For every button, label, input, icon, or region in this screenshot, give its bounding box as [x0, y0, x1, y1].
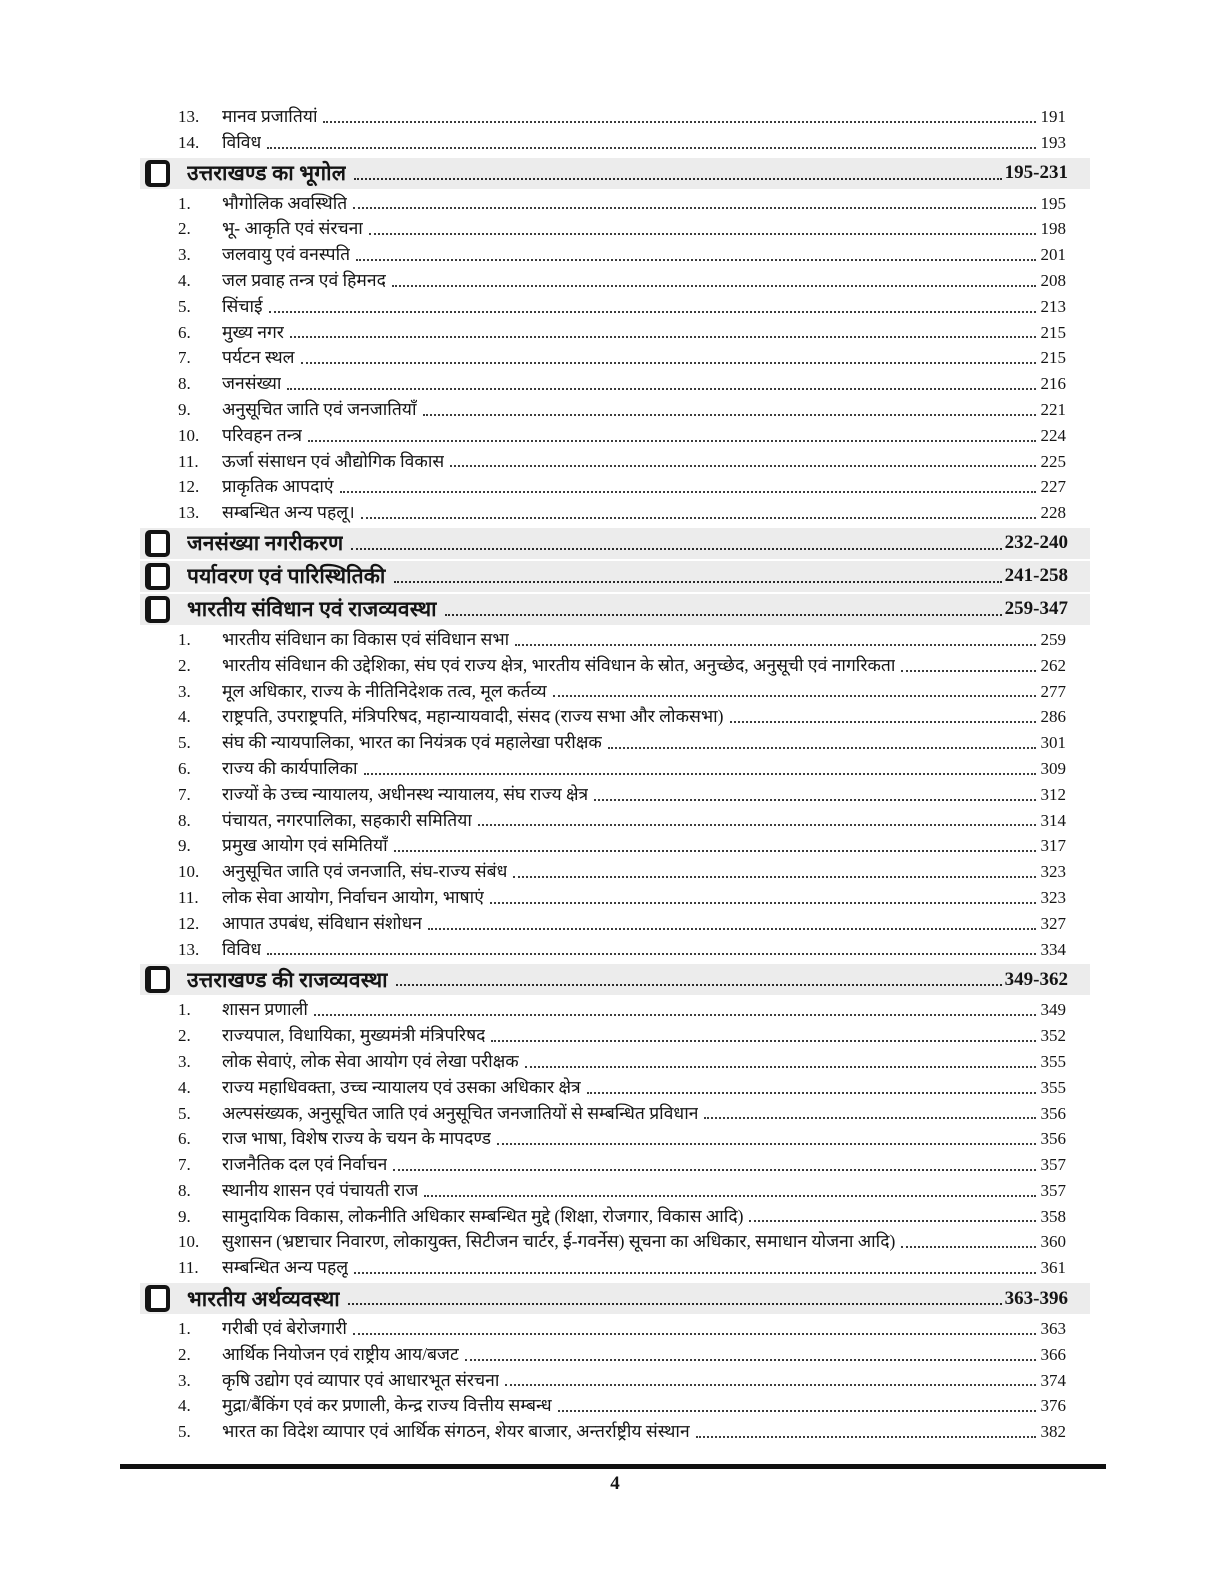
toc-item-number: 8.	[178, 374, 191, 394]
toc-item-number: 8.	[178, 810, 191, 830]
toc-item-page: 193	[1040, 132, 1066, 152]
toc-item-label: राज भाषा, विशेष राज्य के चयन के मापदण्ड	[222, 1128, 492, 1149]
dotted-leader	[553, 695, 1036, 697]
toc-item-row	[140, 320, 1090, 346]
toc-item-row	[140, 679, 1090, 705]
toc-item-number: 10.	[178, 425, 200, 445]
toc-item-label: मानव प्रजातियां	[222, 106, 318, 126]
dotted-leader	[356, 259, 1035, 261]
toc-item-row	[140, 1101, 1090, 1127]
toc-item-page: 323	[1040, 862, 1066, 882]
toc-item-row	[140, 1204, 1090, 1230]
toc-item-page: 191	[1040, 107, 1066, 126]
toc-item-number: 7.	[178, 1155, 191, 1175]
toc-item-page: 327	[1040, 913, 1066, 933]
toc-item-page: 215	[1040, 348, 1066, 368]
toc-item-number: 14.	[178, 132, 200, 152]
dotted-leader	[450, 465, 1035, 467]
dotted-leader	[696, 1436, 1036, 1438]
toc-item-number: 12.	[178, 477, 200, 497]
toc-item-label: पंचायत, नगरपालिका, सहकारी समितिया	[222, 809, 472, 830]
dotted-leader	[369, 233, 1036, 235]
toc-item-row	[140, 1342, 1090, 1368]
toc-item-page: 355	[1040, 1077, 1066, 1097]
toc-item-row	[140, 474, 1090, 500]
toc-item-number: 11.	[178, 1258, 199, 1278]
toc-section-header	[140, 1283, 1090, 1314]
dotted-leader	[428, 928, 1036, 930]
toc-item-number: 13.	[178, 503, 200, 523]
toc-item-page: 224	[1040, 425, 1066, 445]
toc-item-label: अल्पसंख्यक, अनुसूचित जाति एवं अनुसूचित जनजातियों से सम्बन्धित प्रविधान	[222, 1102, 699, 1123]
toc-section-pages: 363-396	[1004, 1287, 1068, 1309]
toc-item-row	[140, 423, 1090, 449]
toc-item-label: भौगोलिक अवस्थिति	[222, 192, 348, 213]
toc-item-row	[140, 1419, 1090, 1445]
toc-item-page: 376	[1040, 1396, 1066, 1416]
dotted-leader	[505, 1384, 1035, 1386]
toc-item-number: 3.	[178, 681, 191, 701]
toc-item-label: भारतीय संविधान की उद्देशिका, संघ एवं राज्य क्षेत्र, भारतीय संविधान के स्रोत, अनुच्छेद, अनुसूची एवं नागरिकता	[222, 654, 896, 675]
toc-item-label: मूल अधिकार, राज्य के नीतिनिदेशक तत्व, मूल कर्तव्य	[222, 680, 547, 701]
toc-item-page: 312	[1040, 784, 1066, 804]
dotted-leader	[423, 414, 1036, 416]
toc-item-page: 317	[1040, 836, 1066, 856]
footer-rule	[120, 1464, 1106, 1469]
toc-item-label: राष्ट्रपति, उपराष्ट्रपति, मंत्रिपरिषद, महान्यायवादी, संसद (राज्य सभा और लोकसभा)	[222, 706, 724, 727]
square-outline-bullet-icon	[145, 530, 170, 557]
toc-item-number: 5.	[178, 1422, 191, 1442]
toc-item-row	[140, 704, 1090, 730]
toc-item-label: अनुसूचित जाति एवं जनजाति, संघ-राज्य संबंध	[222, 861, 508, 882]
toc-item-page: 355	[1040, 1051, 1066, 1071]
toc-item-page: 215	[1040, 322, 1066, 342]
square-outline-bullet-icon	[145, 160, 170, 187]
dotted-leader	[393, 1169, 1035, 1171]
dotted-leader	[348, 1303, 1002, 1305]
toc-item-number: 5.	[178, 296, 191, 316]
toc-item-row	[140, 1255, 1090, 1281]
dotted-leader	[354, 1272, 1035, 1274]
toc-item-row	[140, 1316, 1090, 1342]
toc-item-number: 6.	[178, 322, 191, 342]
toc-item-label: जनसंख्या	[222, 373, 282, 394]
toc-item-page: 314	[1040, 810, 1066, 830]
table-of-contents	[140, 104, 1090, 1445]
dotted-leader	[608, 747, 1036, 749]
dotted-leader	[364, 773, 1036, 775]
toc-item-page: 357	[1040, 1180, 1066, 1200]
toc-item-label: प्रमुख आयोग एवं समितियाँ	[222, 835, 388, 856]
toc-item-row	[140, 997, 1090, 1023]
toc-item-page: 334	[1040, 939, 1066, 959]
toc-item-page: 309	[1040, 758, 1066, 778]
toc-item-page: 358	[1040, 1206, 1066, 1226]
dotted-leader	[290, 336, 1036, 338]
toc-item-label: स्थानीय शासन एवं पंचायती राज	[222, 1179, 419, 1200]
toc-item-number: 7.	[178, 348, 191, 368]
dotted-leader	[361, 517, 1036, 519]
toc-item-label: प्राकृतिक आपदाएं	[222, 476, 334, 497]
toc-item-label: राज्यों के उच्च न्यायालय, अधीनस्थ न्यायालय, संघ राज्य क्षेत्र	[222, 783, 589, 804]
dotted-leader	[497, 1143, 1035, 1145]
toc-item-page: 356	[1040, 1103, 1066, 1123]
toc-item-number: 13.	[178, 107, 200, 126]
toc-item-label: जलवायु एवं वनस्पति	[222, 244, 351, 265]
toc-item-row	[140, 1178, 1090, 1204]
toc-item-row	[140, 1075, 1090, 1101]
toc-item-page: 225	[1040, 451, 1066, 471]
toc-item-page: 360	[1040, 1232, 1066, 1252]
dotted-leader	[478, 824, 1036, 826]
toc-item-row	[140, 756, 1090, 782]
toc-item-label: आर्थिक नियोजन एवं राष्ट्रीय आय/बजट	[222, 1343, 459, 1364]
dotted-leader	[267, 147, 1035, 149]
toc-section-header	[140, 561, 1090, 592]
dotted-leader	[515, 644, 1035, 646]
toc-item-row	[140, 885, 1090, 911]
dotted-leader	[730, 721, 1036, 723]
toc-section-title: भारतीय अर्थव्यवस्था	[187, 1286, 340, 1311]
toc-section-pages: 232-240	[1004, 532, 1068, 554]
toc-item-number: 9.	[178, 399, 191, 419]
toc-item-page: 382	[1040, 1422, 1066, 1442]
toc-item-page: 195	[1040, 193, 1066, 213]
toc-item-page: 363	[1040, 1319, 1066, 1339]
toc-item-label: जल प्रवाह तन्त्र एवं हिमनद	[222, 269, 386, 290]
toc-item-number: 11.	[178, 887, 199, 907]
dotted-leader	[394, 581, 1002, 583]
toc-section-pages: 195-231	[1004, 162, 1068, 184]
toc-item-page: 356	[1040, 1129, 1066, 1149]
toc-item-label: गरीबी एवं बेरोजगारी	[222, 1318, 347, 1339]
toc-item-number: 1.	[178, 1319, 191, 1339]
toc-item-page: 357	[1040, 1155, 1066, 1175]
dotted-leader	[525, 1066, 1036, 1068]
toc-item-row	[140, 500, 1090, 526]
toc-section-title: पर्यावरण एवं पारिस्थितिकी	[187, 564, 386, 589]
dotted-leader	[558, 1410, 1036, 1412]
dotted-leader	[301, 362, 1036, 364]
toc-item-page: 349	[1040, 1000, 1066, 1020]
toc-section-title: उत्तराखण्ड की राजव्यवस्था	[187, 967, 388, 992]
toc-item-number: 2.	[178, 219, 191, 239]
toc-item-page: 286	[1040, 707, 1066, 727]
toc-item-row	[140, 268, 1090, 294]
dotted-leader	[445, 614, 1002, 616]
toc-item-label: सामुदायिक विकास, लोकनीति अधिकार सम्बन्धित मुद्दे (शिक्षा, रोजगार, विकास आदि)	[222, 1205, 744, 1226]
toc-item-number: 2.	[178, 1344, 191, 1364]
dotted-leader	[287, 388, 1035, 390]
dotted-leader	[353, 1333, 1036, 1335]
toc-item-page: 259	[1040, 629, 1066, 649]
toc-item-number: 2.	[178, 1026, 191, 1046]
toc-item-row	[140, 730, 1090, 756]
toc-item-row	[140, 1393, 1090, 1419]
toc-item-page: 221	[1040, 399, 1066, 419]
toc-item-row	[140, 345, 1090, 371]
dotted-leader	[490, 902, 1036, 904]
toc-item-number: 3.	[178, 1370, 191, 1390]
toc-item-number: 10.	[178, 862, 200, 882]
toc-item-number: 7.	[178, 784, 191, 804]
toc-item-number: 4.	[178, 270, 191, 290]
toc-item-row	[140, 216, 1090, 242]
toc-item-label: राज्य महाधिवक्ता, उच्च न्यायालय एवं उसका अधिकार क्षेत्र	[222, 1076, 581, 1097]
toc-item-row	[140, 911, 1090, 937]
toc-item-number: 1.	[178, 193, 191, 213]
toc-item-row	[140, 294, 1090, 320]
toc-item-page: 216	[1040, 374, 1066, 394]
toc-section-header	[140, 528, 1090, 559]
toc-item-number: 3.	[178, 245, 191, 265]
dotted-leader	[749, 1220, 1035, 1222]
toc-item-number: 6.	[178, 758, 191, 778]
toc-item-label: ऊर्जा संसाधन एवं औद्योगिक विकास	[222, 450, 445, 471]
toc-item-number: 1.	[178, 1000, 191, 1020]
toc-item-page: 366	[1040, 1344, 1066, 1364]
dotted-leader	[901, 1246, 1035, 1248]
toc-item-row	[140, 191, 1090, 217]
toc-item-label: सुशासन (भ्रष्टाचार निवारण, लोकायुक्त, सिटीजन चार्टर, ई-गवर्नेस) सूचना का अधिकार, समाधान योजना आदि)	[222, 1231, 896, 1252]
toc-item-page: 227	[1040, 477, 1066, 497]
toc-item-row	[140, 397, 1090, 423]
dotted-leader	[465, 1359, 1036, 1361]
toc-item-row	[140, 808, 1090, 834]
toc-item-row	[140, 833, 1090, 859]
toc-item-label: सम्बन्धित अन्य पहलू।	[222, 502, 355, 523]
toc-item-page: 201	[1040, 245, 1066, 265]
toc-item-number: 8.	[178, 1180, 191, 1200]
toc-section-title: जनसंख्या नगरीकरण	[187, 531, 344, 556]
toc-section-header	[140, 158, 1090, 189]
dotted-leader	[314, 1014, 1036, 1016]
toc-item-number: 5.	[178, 733, 191, 753]
toc-item-page: 374	[1040, 1370, 1066, 1390]
toc-item-row	[140, 130, 1090, 156]
toc-item-label: राजनैतिक दल एवं निर्वाचन	[222, 1154, 388, 1175]
toc-item-page: 277	[1040, 681, 1066, 701]
toc-item-label: सिंचाई	[222, 295, 263, 316]
toc-item-page: 301	[1040, 733, 1066, 753]
dotted-leader	[353, 207, 1035, 209]
toc-item-row	[140, 1023, 1090, 1049]
square-outline-bullet-icon	[145, 1285, 170, 1312]
toc-item-label: लोक सेवा आयोग, निर्वाचन आयोग, भाषाएं	[222, 886, 484, 907]
toc-item-number: 11.	[178, 451, 199, 471]
toc-item-number: 4.	[178, 1077, 191, 1097]
toc-item-label: अनुसूचित जाति एवं जनजातियाँ	[222, 398, 417, 419]
toc-item-number: 4.	[178, 1396, 191, 1416]
toc-item-number: 6.	[178, 1129, 191, 1149]
dotted-leader	[513, 876, 1035, 878]
toc-section-header	[140, 964, 1090, 995]
toc-item-row	[140, 242, 1090, 268]
toc-item-label: विविध	[222, 131, 262, 152]
toc-item-page: 262	[1040, 655, 1066, 675]
dotted-leader	[392, 285, 1036, 287]
toc-item-row	[140, 859, 1090, 885]
toc-item-row	[140, 937, 1090, 963]
dotted-leader	[594, 799, 1035, 801]
dotted-leader	[704, 1117, 1035, 1119]
toc-item-label: भारत का विदेश व्यापार एवं आर्थिक संगठन, शेयर बाजार, अन्तर्राष्ट्रीय संस्थान	[222, 1421, 690, 1442]
toc-item-row	[140, 104, 1090, 130]
toc-item-row	[140, 782, 1090, 808]
toc-item-label: सम्बन्धित अन्य पहलू	[222, 1257, 349, 1278]
toc-item-label: लोक सेवाएं, लोक सेवा आयोग एवं लेखा परीक्षक	[222, 1050, 519, 1071]
toc-item-row	[140, 627, 1090, 653]
toc-item-number: 4.	[178, 707, 191, 727]
toc-item-number: 10.	[178, 1232, 200, 1252]
toc-item-number: 3.	[178, 1051, 191, 1071]
dotted-leader	[901, 670, 1035, 672]
toc-item-row	[140, 371, 1090, 397]
dotted-leader	[424, 1195, 1035, 1197]
toc-item-page: 198	[1040, 219, 1066, 239]
toc-item-row	[140, 653, 1090, 679]
toc-item-label: मुख्य नगर	[222, 321, 284, 342]
dotted-leader	[308, 440, 1035, 442]
toc-item-number: 9.	[178, 1206, 191, 1226]
dotted-leader	[491, 1040, 1035, 1042]
toc-item-number: 1.	[178, 629, 191, 649]
toc-item-label: संघ की न्यायपालिका, भारत का नियंत्रक एवं महालेखा परीक्षक	[222, 732, 602, 753]
toc-item-label: शासन प्रणाली	[222, 999, 308, 1020]
dotted-leader	[323, 121, 1035, 123]
dotted-leader	[394, 850, 1036, 852]
toc-item-label: मुद्रा/बैंकिंग एवं कर प्रणाली, केन्द्र राज्य वित्तीय सम्बन्ध	[222, 1395, 552, 1416]
toc-item-row	[140, 1229, 1090, 1255]
toc-item-page: 208	[1040, 270, 1066, 290]
toc-item-number: 12.	[178, 913, 200, 933]
toc-item-label: भारतीय संविधान का विकास एवं संविधान सभा	[222, 628, 510, 649]
toc-item-label: भू- आकृति एवं संरचना	[222, 218, 363, 239]
toc-item-label: परिवहन तन्त्र	[222, 424, 303, 445]
dotted-leader	[351, 548, 1001, 550]
square-outline-bullet-icon	[145, 563, 170, 590]
dotted-leader	[340, 491, 1036, 493]
toc-item-number: 9.	[178, 836, 191, 856]
toc-item-page: 213	[1040, 296, 1066, 316]
toc-item-label: राज्यपाल, विधायिका, मुख्यमंत्री मंत्रिपरिषद	[222, 1025, 486, 1046]
toc-item-page: 352	[1040, 1026, 1066, 1046]
dotted-leader	[267, 953, 1035, 955]
dotted-leader	[354, 178, 1002, 180]
toc-item-number: 13.	[178, 939, 200, 959]
toc-item-page: 361	[1040, 1258, 1066, 1278]
toc-item-page: 228	[1040, 503, 1066, 523]
dotted-leader	[269, 311, 1036, 313]
toc-item-label: पर्यटन स्थल	[222, 347, 295, 368]
dotted-leader	[587, 1092, 1036, 1094]
toc-item-label: आपात उपबंध, संविधान संशोधन	[222, 912, 422, 933]
toc-item-row	[140, 449, 1090, 475]
toc-section-pages: 241-258	[1004, 565, 1068, 587]
square-outline-bullet-icon	[145, 596, 170, 623]
toc-section-pages: 349-362	[1004, 968, 1068, 990]
page-number: 4	[610, 1473, 620, 1494]
toc-item-row	[140, 1049, 1090, 1075]
toc-item-number: 5.	[178, 1103, 191, 1123]
toc-section-title: भारतीय संविधान एवं राजव्यवस्था	[187, 597, 437, 622]
square-outline-bullet-icon	[145, 966, 170, 993]
toc-item-number: 2.	[178, 655, 191, 675]
toc-item-label: राज्य की कार्यपालिका	[222, 757, 358, 778]
toc-item-row	[140, 1368, 1090, 1394]
toc-item-label: विविध	[222, 938, 262, 959]
toc-item-label: कृषि उद्योग एवं व्यापार एवं आधारभूत संरचना	[222, 1369, 500, 1390]
toc-item-row	[140, 1152, 1090, 1178]
toc-item-row	[140, 1126, 1090, 1152]
toc-section-title: उत्तराखण्ड का भूगोल	[187, 161, 347, 186]
toc-section-header	[140, 594, 1090, 625]
toc-section-pages: 259-347	[1004, 598, 1068, 620]
toc-item-page: 323	[1040, 887, 1066, 907]
dotted-leader	[396, 984, 1002, 986]
